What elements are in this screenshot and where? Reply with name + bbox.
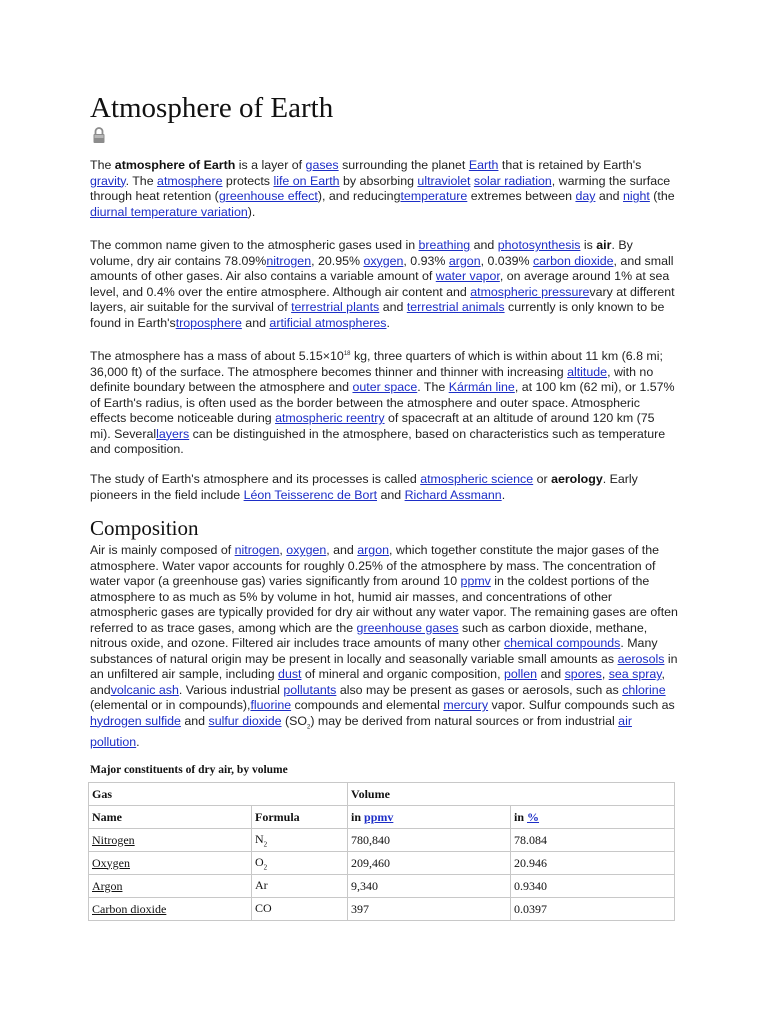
percent-cell: 20.946 [511, 852, 675, 875]
link-oxygen[interactable]: oxygen [286, 543, 327, 557]
formula-cell: CO [252, 898, 348, 921]
link-ultraviolet[interactable]: ultraviolet [417, 173, 471, 188]
link-atmosphere[interactable]: atmosphere [157, 173, 223, 188]
header-in-ppmv: in ppmv [348, 806, 511, 829]
table-row [89, 829, 675, 852]
link-mercury[interactable]: mercury [443, 698, 489, 712]
link-air-pollution[interactable]: air pollution [90, 713, 632, 750]
percent-cell: 78.084 [511, 829, 675, 852]
table-header-row [89, 783, 675, 806]
bold-term: aerology [551, 472, 603, 486]
link-dust[interactable]: dust [278, 667, 302, 681]
link-richard-assmann[interactable]: Richard Assmann [404, 487, 502, 502]
header-gas: Gas [89, 783, 348, 806]
constituents-table [88, 782, 675, 921]
study-paragraph: The study of Earth's atmosphere and its processes is called atmospheric science or aerology. Early pioneers in the field include Léon Teisserenc de Bort and Richard Assmann. [90, 472, 638, 502]
formula-cell: $O_2$ [252, 852, 348, 875]
link-gravity[interactable]: gravity [90, 173, 126, 188]
link-pollutants[interactable]: pollutants [283, 682, 337, 697]
composition-paragraph: Air is mainly composed of nitrogen, oxygen, and argon, which together constitute the major gases of the atmosphere. Water vapor accounts for roughly 0.25% of the atmosphere by mass. The concentration of water vapor (a greenhouse gas) varies significantly from around 10 ppmv in the coldest portions of the atmosphere to as much as 5% by volume in hot, humid air masses, and concentrations of other atmospheric gases are typically provided for dry air without any water vapor. The remaining gases are often referred to as trace gases, among which are the greenhouse gases such as carbon dioxide, methane, nitrous oxide, and ozone. Filtered air includes trace amounts of many other chemical compounds. Many substances of natural origin may be present in locally and seasonally variable small amounts as aerosols in an unfiltered air sample, including dust of mineral and organic composition, pollen and spores, sea spray, andvolcanic ash. Various industrial pollutants also may be present as gases or aerosols, such as chlorine (elemental or in compounds),fluorine compounds and elemental mercury vapor. Sulfur compounds such as hydrogen sulfide and sulfur dioxide $(SO_2)$ may be derived from natural sources or from industrial air pollution. [90, 543, 678, 750]
ppmv-cell: 780,840 [348, 829, 511, 852]
link-chlorine[interactable]: chlorine [622, 682, 666, 697]
ppmv-cell: 209,460 [348, 852, 511, 875]
mass-paragraph: The atmosphere has a mass of about $5.15\times 10^{18}$ kg, three quarters of which is within about 11 km (6.8 mi; 36,000 ft) of the surface. The atmosphere becomes thinner and thinner with increasing altitude, with no definite boundary between the atmosphere and outer space. The Kármán line, at 100 km (62 mi), or 1.57% of Earth's radius, is often used as the border between the atmosphere and outer space. Atmospheric effects become noticeable during atmospheric reentry of spacecraft at an altitude of around 120 km (75 mi). Severallayers can be distinguished in the atmosphere, based on characteristics such as temperature and composition. [90, 349, 675, 457]
link-gases[interactable]: gases [305, 158, 339, 172]
link-sea-spray[interactable]: sea spray [608, 667, 662, 681]
exponent: 18 [343, 351, 351, 357]
table-caption: Major constituents of dry air, by volume [90, 764, 288, 776]
section-heading-composition: Composition [90, 516, 199, 540]
bold-term: atmosphere of Earth [114, 158, 236, 172]
link-greenhouse-effect[interactable]: greenhouse effect [218, 189, 318, 203]
link-solar-radiation[interactable]: solar radiation [473, 173, 552, 188]
gas-name-cell [89, 898, 252, 921]
ppmv-cell: 397 [348, 898, 511, 921]
link-karman-line[interactable]: Kármán line [448, 380, 515, 395]
link-nitrogen[interactable]: nitrogen [266, 253, 312, 268]
header-formula: Formula [252, 806, 348, 829]
table-row [89, 875, 675, 898]
link-night[interactable]: night [622, 189, 650, 203]
bold-term: air [596, 238, 612, 252]
link-oxygen[interactable]: oxygen [363, 253, 404, 268]
link-life-on-earth[interactable]: life on Earth [273, 173, 340, 188]
formula-cell: $N_2$ [252, 829, 348, 852]
percent-cell: 0.9340 [511, 875, 675, 898]
link-layers[interactable]: layers [156, 426, 190, 441]
link-atmospheric-pressure[interactable]: atmospheric pressure [470, 284, 590, 299]
link-pollen[interactable]: pollen [503, 667, 538, 681]
link-terrestrial-plants[interactable]: terrestrial plants [291, 300, 380, 314]
link-percent[interactable]: % [527, 809, 540, 824]
header-name: Name [89, 806, 252, 829]
link-hydrogen-sulfide[interactable]: hydrogen sulfide [90, 713, 181, 728]
link-nitrogen[interactable]: nitrogen [234, 543, 280, 557]
link-gas-name[interactable]: Nitrogen [92, 832, 135, 847]
link-argon[interactable]: argon [448, 253, 481, 268]
link-greenhouse-gases[interactable]: greenhouse gases [356, 620, 459, 635]
ppmv-cell: 9,340 [348, 875, 511, 898]
link-temperature[interactable]: temperature [400, 189, 468, 203]
link-atmospheric-science[interactable]: atmospheric science [420, 472, 534, 486]
link-argon[interactable]: argon [357, 543, 389, 557]
intro-paragraph: The atmosphere of Earth is a layer of gases surrounding the planet Earth that is retained by Earth's gravity. The atmosphere protects life on Earth by absorbing ultraviolet solar radiation, warming the surface through heat retention (greenhouse effect), and reducingtemperature extremes between day and night (the diurnal temperature variation). [90, 158, 675, 219]
link-troposphere[interactable]: troposphere [175, 315, 242, 330]
header-volume: Volume [348, 783, 675, 806]
link-volcanic-ash[interactable]: volcanic ash [110, 682, 179, 697]
link-gas-name[interactable]: Carbon dioxide [92, 901, 167, 916]
link-breathing[interactable]: breathing [418, 238, 471, 252]
formula-cell: Ar [252, 875, 348, 898]
link-outer-space[interactable]: outer space [352, 380, 418, 395]
air-paragraph: The common name given to the atmospheric gases used in breathing and photosynthesis is air. By volume, dry air contains 78.09%nitrogen, 20.95% oxygen, 0.93% argon, 0.039% carbon dioxide, and small amounts of other gases. Air also contains a variable amount of water vapor, on average around 1% at sea level, and 0.4% over the entire atmosphere. Although air content and atmospheric pressurevary at different layers, air suitable for the survival of terrestrial plants and terrestrial animals currently is only known to be found in Earth'stroposphere and artificial atmospheres. [90, 238, 675, 330]
gas-name-cell [89, 829, 252, 852]
table-row [89, 898, 675, 921]
link-water-vapor[interactable]: water vapor [435, 269, 500, 283]
link-sulfur-dioxide[interactable]: sulfur dioxide [208, 713, 282, 728]
link-artificial-atmospheres[interactable]: artificial atmospheres [269, 315, 387, 330]
gas-name-cell [89, 852, 252, 875]
link-altitude[interactable]: altitude [567, 364, 608, 379]
link-gas-name[interactable]: Argon [92, 878, 123, 893]
header-in-percent: in % [511, 806, 675, 829]
table-row [89, 852, 675, 875]
lock-icon [92, 126, 106, 149]
link-day[interactable]: day [575, 189, 596, 203]
link-earth[interactable]: Earth [468, 158, 499, 172]
link-diurnal-temperature-variation[interactable]: diurnal temperature variation [90, 204, 248, 219]
link-terrestrial-animals[interactable]: terrestrial animals [406, 300, 505, 314]
subscript: 2 [307, 723, 311, 730]
link-spores[interactable]: spores [564, 667, 602, 681]
gas-name-cell [89, 875, 252, 898]
link-chemical-compounds[interactable]: chemical compounds [503, 636, 621, 650]
link-carbon-dioxide[interactable]: carbon dioxide [532, 253, 614, 268]
link-ppmv[interactable]: ppmv [460, 574, 491, 588]
link-ppmv[interactable]: ppmv [364, 809, 394, 824]
percent-cell: 0.0397 [511, 898, 675, 921]
page-title: Atmosphere of Earth [90, 92, 334, 124]
link-atmospheric-reentry[interactable]: atmospheric reentry [275, 411, 385, 426]
link-photosynthesis[interactable]: photosynthesis [497, 238, 581, 252]
link-leon-teisserenc-de-bort[interactable]: Léon Teisserenc de Bort [243, 487, 378, 502]
link-fluorine[interactable]: fluorine [250, 698, 292, 712]
link-aerosols[interactable]: aerosols [617, 651, 665, 666]
link-gas-name[interactable]: Oxygen [92, 855, 130, 870]
table-subheader-row [89, 806, 675, 829]
